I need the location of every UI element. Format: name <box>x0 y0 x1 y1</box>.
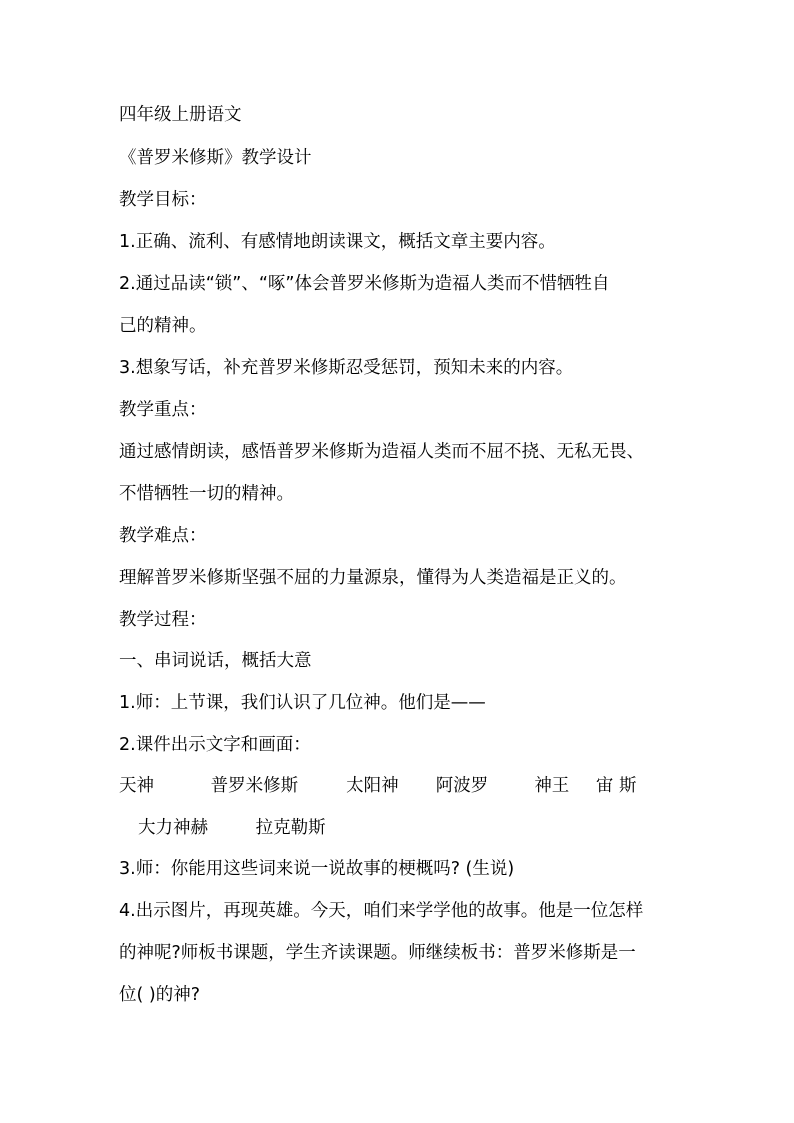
word-item: 太阳神 <box>346 776 399 796</box>
document-title: 《普罗米修斯》教学设计 <box>119 148 312 168</box>
word-item: 宙 斯 <box>595 776 637 796</box>
step-4-line-1: 4.出示图片，再现英雄。今天，咱们来学学他的故事。他是一位怎样 <box>119 901 644 921</box>
goal-2: 2.通过品读“锁”、“啄”体会普罗米修斯为造福人类而不惜牺牲自 <box>119 274 610 294</box>
word-row-2 <box>138 816 326 840</box>
step-4-line-2: 的神呢?师板书课题，学生齐读课题。师继续板书：普罗米修斯是一 <box>119 943 636 963</box>
section-1-heading: 一、串词说话，概括大意 <box>119 651 312 671</box>
difficulty-text: 理解普罗米修斯坚强不屈的力量源泉，懂得为人类造福是正义的。 <box>119 568 627 588</box>
goal-2-continued: 己的精神。 <box>119 316 207 336</box>
word-row-1 <box>119 774 636 798</box>
word-item: 拉克勒斯 <box>255 818 326 838</box>
grade-label: 四年级上册语文 <box>119 105 242 125</box>
goal-1: 1.正确、流利、有感情地朗读课文，概括文章主要内容。 <box>119 232 556 252</box>
goals-heading: 教学目标： <box>119 190 207 210</box>
step-4-line-3: 位( )的神? <box>119 985 201 1005</box>
step-1: 1.师：上节课，我们认识了几位神。他们是—— <box>119 693 486 713</box>
word-item: 天神 <box>119 776 154 796</box>
step-2: 2.课件出示文字和画面： <box>119 735 311 755</box>
key-points-heading: 教学重点： <box>119 400 207 420</box>
word-item: 阿波罗 <box>435 776 489 796</box>
word-item: 神王 <box>534 776 570 796</box>
goal-3: 3.想象写话，补充普罗米修斯忍受惩罚，预知未来的内容。 <box>119 358 574 378</box>
key-points-line-1: 通过感情朗读，感悟普罗米修斯为造福人类而不屈不挠、无私无畏、 <box>119 442 644 462</box>
word-item: 大力神赫 <box>138 818 208 838</box>
word-item: 普罗米修斯 <box>210 776 299 796</box>
process-heading: 教学过程： <box>119 610 207 630</box>
key-points-line-2: 不惜牺牲一切的精神。 <box>119 484 294 504</box>
difficulty-heading: 教学难点： <box>119 526 207 546</box>
step-3: 3.师：你能用这些词来说一说故事的梗概吗? (生说) <box>119 859 515 879</box>
